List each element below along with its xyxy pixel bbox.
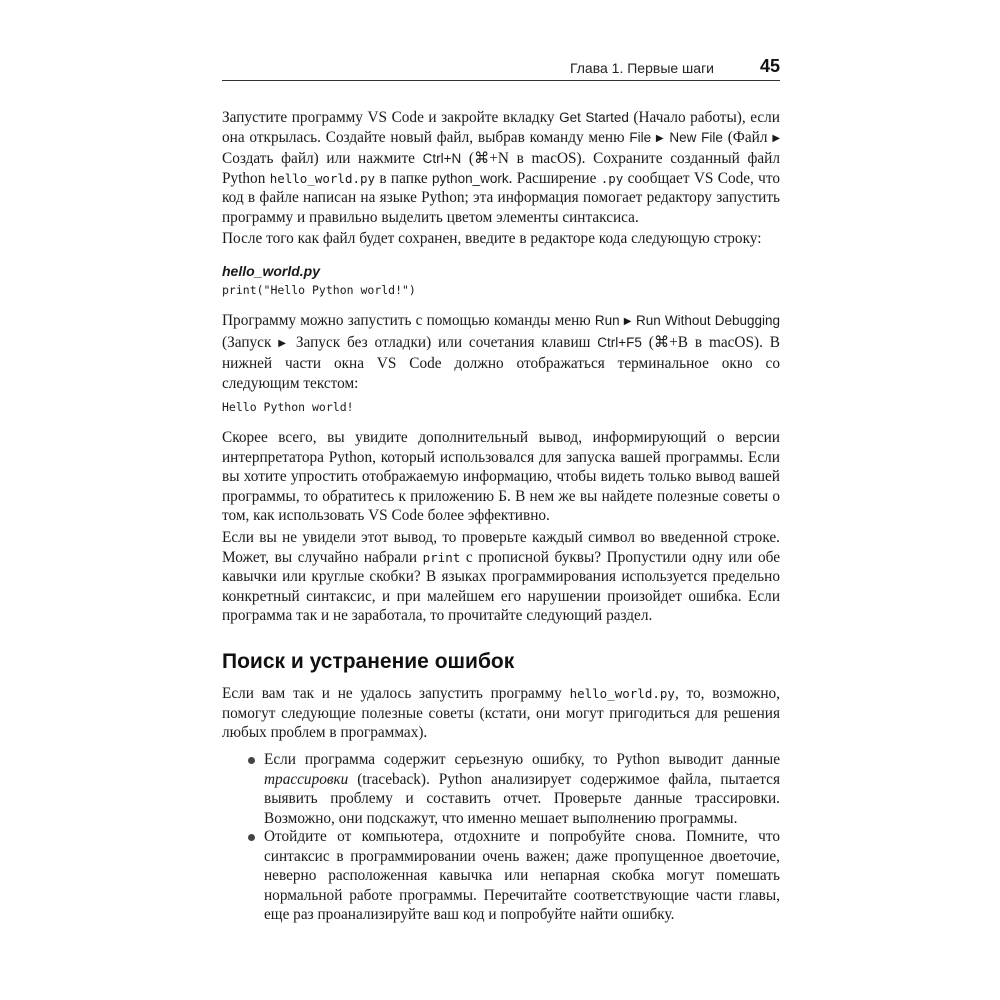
- folder-name: python_work: [432, 170, 509, 186]
- paragraph-intro: [222, 108, 780, 228]
- menu-arrow-icon: ▶: [278, 337, 289, 349]
- menu-item-run: Run: [594, 313, 620, 328]
- menu-item-file: File: [629, 129, 652, 145]
- menu-item-new-file: New File: [669, 129, 723, 145]
- text-run: в папке: [375, 169, 433, 187]
- list-item-take-break: Отойдите от компьютера, отдохните и попробуйте снова. Помните, что синтаксис в программировании очень важен; даже пропущенное двоеточие, неверно расположенная кавычка или непарная скобка могут помешать нормальной работе программы. Перечитайте соответствующие части главы, еще раз проанализируйте ваш код и попробуйте найти ошибку.: [264, 828, 780, 924]
- code-listing-line: print("Hello Python world!"): [222, 283, 416, 297]
- text-run: Если вам так и не удалось запустить программу: [222, 685, 570, 702]
- section-heading: Поиск и устранение ошибок: [222, 650, 515, 673]
- text-run: Программу можно запустить с помощью команды меню: [222, 312, 595, 329]
- menu-item-run-without-debugging: Run Without Debugging: [636, 313, 781, 328]
- text-run: (Файл: [722, 128, 773, 146]
- shortcut-ctrl-f5: Ctrl+F5: [597, 334, 642, 350]
- text-run: Создать файл) или нажмите: [222, 150, 423, 168]
- paragraph-run: [222, 311, 780, 393]
- paragraph-enter-code: После того как файл будет сохранен, введите в редакторе кода следующую строку:: [222, 230, 762, 247]
- menu-item-get-started: Get Started: [559, 110, 629, 125]
- text-run: Запуск без отладки) или сочетания клавиш: [295, 333, 598, 351]
- chapter-title: Глава 1. Первые шаги: [569, 60, 714, 76]
- text-run: (Начало работы), если она открылась. Создайте новый файл, выбрав команду меню: [222, 109, 780, 146]
- code-file-caption: hello_world.py: [222, 263, 321, 279]
- paragraph-troubleshoot-intro: [222, 684, 780, 743]
- text-run: , то, возможно, помогут следующие полезные советы (кстати, они могут пригодиться для решения любых проблем в программах).: [222, 685, 780, 742]
- text-run: (Запуск: [222, 333, 279, 351]
- text-run: (⌘+N в macOS). Сохраните созданный файл Python: [222, 150, 780, 187]
- page-number: 45: [759, 56, 780, 76]
- code-filename: hello_world.py: [569, 686, 675, 701]
- paragraph-extra-output: Скорее всего, вы увидите дополнительный вывод, информирующий о версии интерпретатора Python, который использовался для запуска вашей программы. Если вы хотите упростить отображаемую информацию, чтобы видеть только вывод вашей программы, то обратитесь к приложению Б. В нем же вы найдете полезные советы о том, как использовать VS Code более эффективно.: [222, 429, 780, 525]
- running-header: [222, 54, 780, 81]
- menu-arrow-icon: ▶: [772, 132, 781, 144]
- text-run: Запустите программу VS Code и закройте вкладку: [222, 109, 560, 126]
- code-filename: hello_world.py: [269, 170, 376, 186]
- shortcut-ctrl-n: Ctrl+N: [422, 151, 462, 167]
- text-run: (traceback). Python анализирует содержимое файла, пытается выявить проблему и составить отчет. Проверьте данные трассировки. Возможно, они подскажут, что именно мешает выполнению программы.: [264, 770, 780, 827]
- code-extension: .py: [600, 170, 624, 186]
- text-run: с прописной буквы? Пропустили одну или обе кавычки или круглые скобки? В языках программирования используется предельно конкретный синтаксис, и при малейшем его нарушении произойдет ошибка. Если программа так и не заработала, то прочитайте следующий раздел.: [222, 548, 780, 625]
- text-run: сообщает VS Code, что код в файле написан на языке Python; эта информация помогает редактору запустить программу и правильно выделить цветом элементы синтаксиса.: [222, 169, 780, 226]
- text-run: (⌘+B в macOS). В нижней части окна VS Code должно отображаться терминальное окно со следующим текстом:: [222, 333, 780, 392]
- list-item-traceback: [264, 750, 780, 828]
- text-run: . Расширение: [508, 169, 601, 187]
- bullet-icon: [248, 757, 255, 764]
- text-run: Если программа содержит серьезную ошибку, то Python выводит данные: [264, 751, 780, 768]
- menu-arrow-icon: ▶: [623, 316, 632, 327]
- menu-arrow-icon: ▶: [655, 132, 665, 144]
- emphasis-term: трассировки: [264, 770, 349, 788]
- bullet-icon: [248, 834, 255, 841]
- terminal-output-line: Hello Python world!: [222, 400, 354, 414]
- text-run: Если вы не увидели этот вывод, то проверьте каждый символ во введенной строке. Может, вы случайно набрали: [222, 529, 780, 566]
- code-print: print: [422, 549, 461, 565]
- paragraph-check-input: [222, 528, 780, 626]
